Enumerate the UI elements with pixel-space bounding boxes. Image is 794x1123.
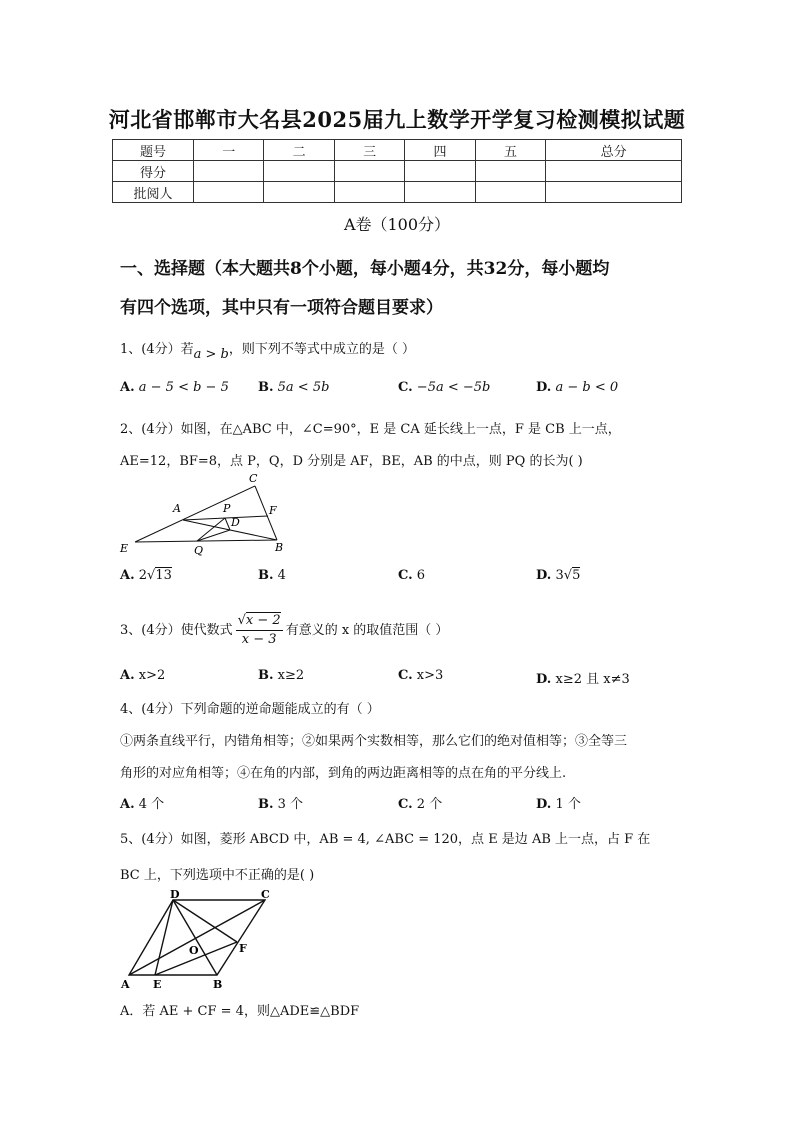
sqrt-sign: √ [563, 568, 573, 583]
label-C: C [249, 472, 258, 485]
line-EB [135, 540, 277, 542]
table-cell: 得分 [113, 161, 194, 182]
q2-line1: 2、(4分）如图，在△ABC 中，∠C=90°，E 是 CA 延长线上一点，F 是 CB 上一点， [120, 422, 621, 437]
option-text: x≥2 [277, 668, 305, 683]
option-text: 6 [416, 568, 426, 583]
table-cell[interactable] [194, 182, 264, 203]
option-letter: C. [398, 568, 413, 583]
volume-heading: A卷（100分） [343, 215, 451, 234]
table-cell[interactable] [405, 182, 475, 203]
option-letter: A. [120, 668, 135, 683]
q1-suffix: ，则下列不等式中成立的是（ ） [228, 342, 415, 357]
table-cell: 批阅人 [113, 182, 194, 203]
q3-option-b[interactable] [258, 668, 304, 683]
table-cell[interactable] [264, 161, 334, 182]
fraction-denominator: x − 3 [241, 632, 277, 647]
option-text: 2 个 [416, 797, 443, 812]
q2-line2: AE=12，BF=8，点 P，Q，D 分别是 AF，BE，AB 的中点，则 PQ 的长为( ) [120, 454, 583, 469]
table-cell: 二 [264, 140, 334, 161]
q5-line1: 5、(4分）如图，菱形 ABCD 中，AB = 4, ∠ABC = 120，点 E 是边 AB 上一点，占 F 在 [120, 832, 651, 847]
option-letter: A. [120, 380, 135, 395]
q3-prefix: 3、(4分）使代数式 [120, 623, 233, 638]
q1-option-b[interactable] [258, 380, 329, 395]
label-C: C [261, 890, 270, 901]
option-coef: 2 [138, 568, 148, 583]
option-letter: C. [398, 797, 413, 812]
option-text: 1 个 [555, 797, 581, 812]
q1-option-d[interactable] [536, 380, 618, 395]
question-1 [120, 338, 415, 362]
line-DE [155, 900, 173, 975]
table-cell[interactable] [546, 161, 682, 182]
option-text: a − b < 0 [555, 380, 619, 395]
q5-line2: BC 上，下列选项中不正确的是( ) [120, 868, 315, 883]
table-cell[interactable] [264, 182, 334, 203]
option-coef: 3 [555, 568, 564, 583]
option-text: 4 个 [138, 797, 165, 812]
option-letter: A. [120, 568, 135, 583]
radicand: x − 2 [245, 613, 281, 628]
q4-option-a[interactable] [120, 793, 164, 812]
option-text: x>2 [138, 668, 166, 683]
table-row [113, 161, 682, 182]
q2-option-a[interactable] [120, 568, 172, 583]
table-cell: 五 [475, 140, 545, 161]
label-D: D [231, 516, 240, 529]
option-letter: D. [536, 568, 552, 583]
q3-fraction [236, 612, 283, 649]
label-E: E [120, 542, 129, 555]
q1-condition: a > b [193, 347, 229, 362]
q2-triangle-figure [115, 470, 295, 560]
q1-option-a[interactable] [120, 380, 229, 395]
section-heading-line2: 有四个选项，其中只有一项符合题目要求） [120, 298, 443, 318]
label-A: A [121, 978, 130, 991]
table-cell: 四 [405, 140, 475, 161]
table-row [113, 140, 682, 161]
line-DB [173, 900, 217, 975]
table-cell[interactable] [334, 182, 404, 203]
label-B: B [275, 541, 284, 554]
q3-option-a[interactable] [120, 668, 165, 683]
table-cell[interactable] [405, 161, 475, 182]
q3-option-d[interactable] [536, 668, 630, 687]
q4-option-c[interactable] [398, 793, 442, 812]
option-radicand: 5 [572, 568, 581, 583]
option-radicand: 13 [155, 568, 172, 583]
label-P: P [223, 502, 231, 515]
label-F: F [239, 942, 247, 955]
q5-rhombus-figure [115, 890, 285, 992]
line-EC [135, 486, 255, 542]
table-cell: 题号 [113, 140, 194, 161]
option-text: a − 5 < b − 5 [138, 380, 229, 395]
option-letter: D. [536, 380, 552, 395]
table-cell[interactable] [334, 161, 404, 182]
q2-option-c[interactable] [398, 568, 425, 583]
option-text: x≥2 且 x≠3 [555, 672, 630, 687]
option-letter: D. [536, 672, 552, 687]
q4-line3: 角形的对应角相等；④在角的内部，到角的两边距离相等的点在角的平分线上. [120, 766, 567, 781]
table-row [113, 182, 682, 203]
table-cell: 总分 [546, 140, 682, 161]
label-B: B [213, 978, 223, 991]
q1-prefix: 1、(4分）若 [120, 342, 194, 357]
table-cell[interactable] [546, 182, 682, 203]
q4-option-d[interactable] [536, 793, 581, 812]
option-text: x>3 [416, 668, 444, 683]
line-QP [197, 518, 225, 541]
label-O: O [189, 944, 199, 957]
option-letter: B. [258, 668, 274, 683]
table-cell[interactable] [475, 182, 545, 203]
q5-option-a[interactable]: A．若 AE + CF = 4，则△ADE≌△BDF [120, 1004, 360, 1019]
option-text: −5a < −5b [416, 380, 491, 395]
q4-line1: 4、(4分）下列命题的逆命题能成立的有（ ） [120, 702, 380, 717]
fraction-numerator [236, 612, 283, 631]
label-A: A [173, 502, 181, 515]
q2-option-d[interactable] [536, 568, 580, 583]
page-title: 河北省邯郸市大名县2025届九上数学开学复习检测模拟试题 [108, 107, 686, 132]
q4-line2: ①两条直线平行，内错角相等；②如果两个实数相等，那么它们的绝对值相等；③全等三 [120, 734, 628, 749]
table-cell: 三 [334, 140, 404, 161]
option-letter: C. [398, 668, 413, 683]
table-cell: 一 [194, 140, 264, 161]
sqrt-sign: √ [237, 613, 246, 628]
question-3 [120, 612, 448, 649]
score-table [112, 139, 682, 203]
option-letter: B. [258, 797, 274, 812]
sqrt-sign: √ [147, 568, 156, 583]
section-heading-line1: 一、选择题（本大题共8个小题，每小题4分，共32分，每小题均 [120, 259, 610, 279]
line-QD [197, 530, 230, 541]
label-F: F [269, 504, 277, 517]
q3-suffix: 有意义的 x 的取值范围（ ） [285, 623, 449, 638]
q3-option-c[interactable] [398, 668, 443, 683]
label-D: D [170, 890, 180, 901]
table-cell[interactable] [194, 161, 264, 182]
q1-option-c[interactable] [398, 380, 490, 395]
line-AC [129, 900, 265, 975]
table-cell[interactable] [475, 161, 545, 182]
q2-option-b[interactable] [258, 568, 286, 583]
line-PD [225, 518, 230, 530]
option-text: 3 个 [277, 797, 304, 812]
label-Q: Q [194, 544, 204, 557]
option-letter: B. [258, 380, 274, 395]
option-text: 4 [277, 568, 286, 583]
option-letter: A. [120, 797, 135, 812]
option-letter: B. [258, 568, 274, 583]
option-letter: C. [398, 380, 413, 395]
option-text: 5a < 5b [277, 380, 330, 395]
q4-option-b[interactable] [258, 793, 303, 812]
label-E: E [153, 978, 162, 991]
option-letter: D. [536, 797, 552, 812]
